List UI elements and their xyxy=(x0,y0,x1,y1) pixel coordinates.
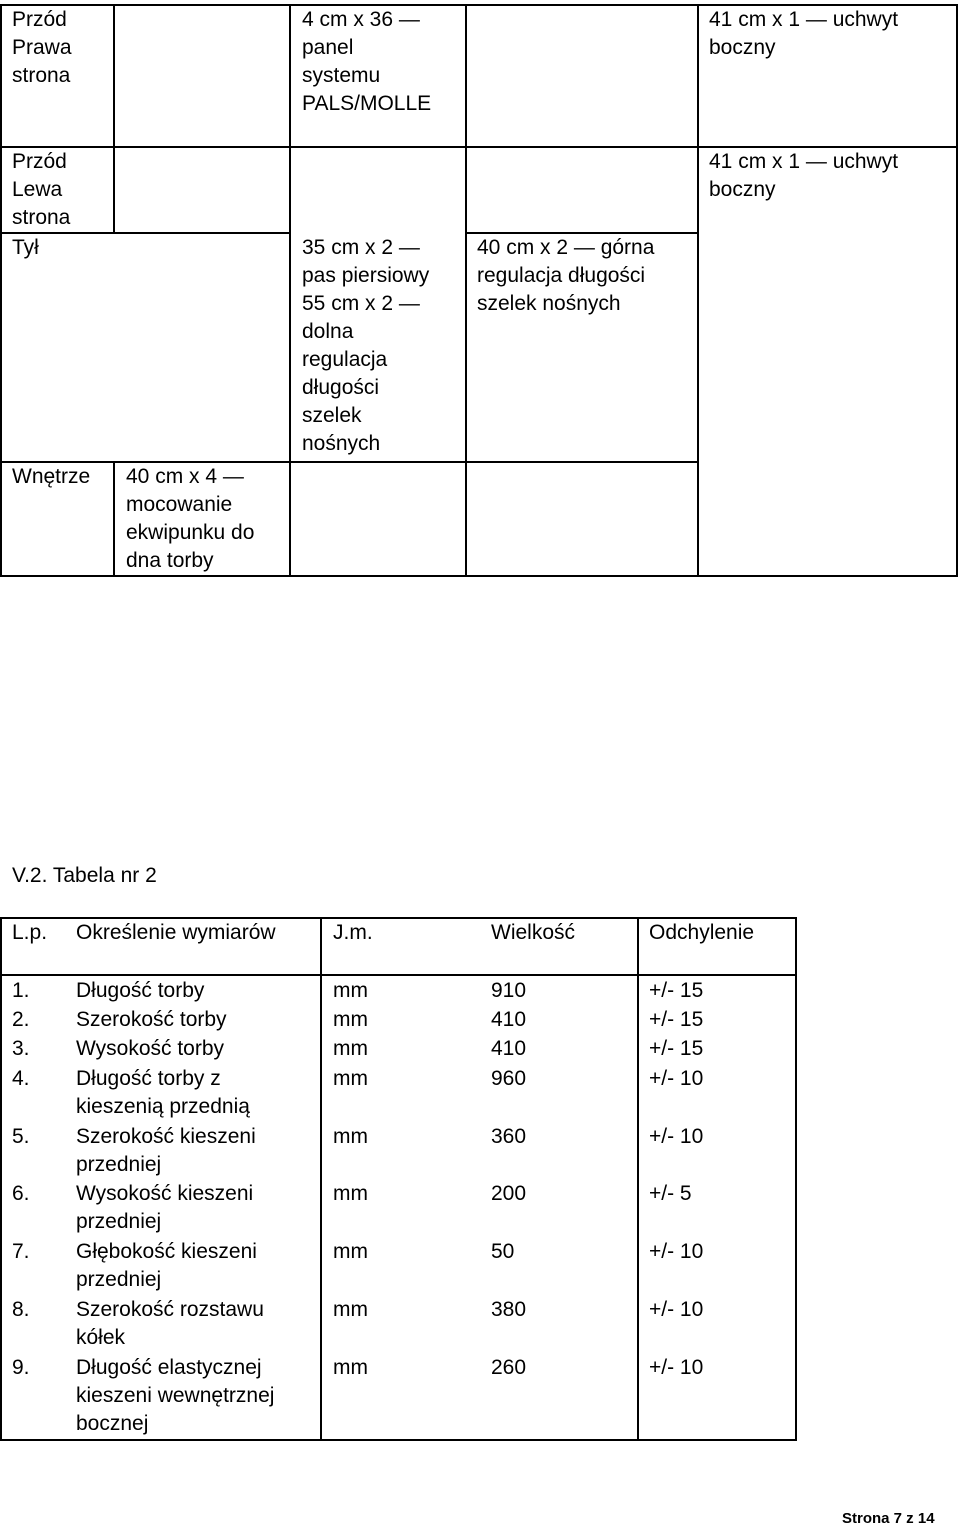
row-unit: mm xyxy=(333,1037,368,1060)
row-number: 9. xyxy=(12,1356,30,1379)
table2-header-dimension: Określenie wymiarów xyxy=(76,921,276,944)
row-dimension: Długość torby z kieszenią przednią xyxy=(76,1067,250,1118)
row-unit: mm xyxy=(333,1240,368,1263)
row-number: 7. xyxy=(12,1240,30,1263)
row-value: 360 xyxy=(491,1125,527,1148)
row-number: 6. xyxy=(12,1182,30,1205)
row-tolerance: +/- 5 xyxy=(649,1182,692,1205)
row-tolerance: +/- 10 xyxy=(649,1240,704,1263)
row-unit: mm xyxy=(333,1067,368,1090)
table1-cell-front-right-label: Przód Prawa strona xyxy=(12,8,72,87)
row-value: 960 xyxy=(491,1067,527,1090)
row-number: 4. xyxy=(12,1067,30,1090)
row-dimension: Długość elastycznej kieszeni wewnętrznej bocznej xyxy=(76,1356,275,1435)
row-unit: mm xyxy=(333,1008,368,1031)
table1-cell-front-left-handle: 41 cm x 1 — uchwyt boczny xyxy=(709,150,899,201)
row-value: 380 xyxy=(491,1298,527,1321)
row-value: 200 xyxy=(491,1182,527,1205)
row-unit: mm xyxy=(333,1182,368,1205)
table1-cell-front-right-handle: 41 cm x 1 — uchwyt boczny xyxy=(709,8,899,59)
row-number: 3. xyxy=(12,1037,30,1060)
table2-caption: V.2. Tabela nr 2 xyxy=(12,864,157,887)
row-dimension: Wysokość torby xyxy=(76,1037,225,1060)
table1-cell-interior-label: Wnętrze xyxy=(12,465,91,488)
table1-cell-front-right-pals: 4 cm x 36 — panel systemu PALS/MOLLE xyxy=(302,8,432,115)
row-value: 410 xyxy=(491,1008,527,1031)
table2-header-tolerance: Odchylenie xyxy=(649,921,755,944)
row-number: 1. xyxy=(12,979,30,1002)
row-unit: mm xyxy=(333,979,368,1002)
row-tolerance: +/- 15 xyxy=(649,979,704,1002)
row-dimension: Szerokość kieszeni przedniej xyxy=(76,1125,256,1176)
row-dimension: Szerokość rozstawu kółek xyxy=(76,1298,264,1349)
row-value: 410 xyxy=(491,1037,527,1060)
row-unit: mm xyxy=(333,1125,368,1148)
row-value: 50 xyxy=(491,1240,515,1263)
row-tolerance: +/- 15 xyxy=(649,1037,704,1060)
row-tolerance: +/- 10 xyxy=(649,1356,704,1379)
row-dimension: Wysokość kieszeni przedniej xyxy=(76,1182,254,1233)
table2-header-unit: J.m. xyxy=(333,921,373,944)
row-unit: mm xyxy=(333,1356,368,1379)
row-dimension: Głębokość kieszeni przedniej xyxy=(76,1240,257,1291)
table1-cell-back-upper-adjust: 40 cm x 2 — górna regulacja długości szelek nośnych xyxy=(477,236,655,315)
row-tolerance: +/- 10 xyxy=(649,1298,704,1321)
table1-cell-interior-mount: 40 cm x 4 — mocowanie ekwipunku do dna torby xyxy=(126,465,255,572)
row-number: 5. xyxy=(12,1125,30,1148)
row-number: 8. xyxy=(12,1298,30,1321)
table1-cell-front-left-label: Przód Lewa strona xyxy=(12,150,71,229)
row-unit: mm xyxy=(333,1298,368,1321)
row-dimension: Szerokość torby xyxy=(76,1008,227,1031)
table2-header-lp: L.p. xyxy=(12,921,48,944)
row-tolerance: +/- 15 xyxy=(649,1008,704,1031)
row-tolerance: +/- 10 xyxy=(649,1125,704,1148)
row-number: 2. xyxy=(12,1008,30,1031)
row-value: 910 xyxy=(491,979,527,1002)
table2-header-value: Wielkość xyxy=(491,921,576,944)
table1-cell-back-label: Tył xyxy=(12,236,39,259)
page-number: Strona 7 z 14 xyxy=(842,1510,935,1527)
table1-cell-back-straps: 35 cm x 2 — pas piersiowy 55 cm x 2 — dolna regulacja długości szelek nośnych xyxy=(302,236,430,455)
row-dimension: Długość torby xyxy=(76,979,205,1002)
row-value: 260 xyxy=(491,1356,527,1379)
row-tolerance: +/- 10 xyxy=(649,1067,704,1090)
